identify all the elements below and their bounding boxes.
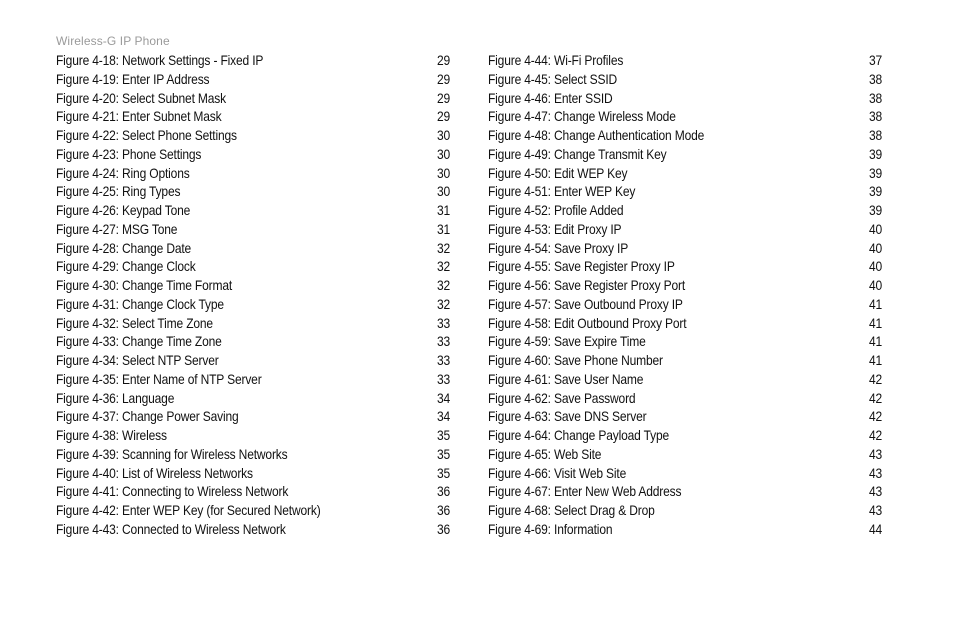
figure-list-entry[interactable] — [56, 89, 450, 108]
figure-title: Figure 4-26: Keypad Tone — [56, 202, 191, 218]
figure-title: Figure 4-66: Visit Web Site — [488, 464, 627, 481]
figure-list-entry[interactable] — [488, 145, 882, 164]
figure-page-number: 33 — [436, 352, 450, 368]
figure-page-number: 31 — [436, 202, 450, 218]
figure-page-number: 39 — [868, 164, 882, 181]
figure-list-entry[interactable] — [56, 126, 450, 145]
figure-page-number: 38 — [868, 89, 882, 106]
figure-page-number: 40 — [868, 239, 882, 256]
figure-page-number: 36 — [436, 502, 450, 518]
figure-page-number: 41 — [868, 333, 882, 350]
figure-list-entry[interactable] — [488, 464, 882, 483]
figure-page-number: 30 — [436, 145, 450, 162]
figure-title: Figure 4-59: Save Expire Time — [488, 333, 646, 350]
figure-list-entry[interactable] — [488, 407, 882, 426]
figure-title: Figure 4-32: Select Time Zone — [56, 314, 213, 331]
figure-list-entry[interactable] — [488, 332, 882, 351]
figure-page-number: 33 — [436, 333, 450, 350]
figure-page-number: 38 — [868, 127, 882, 143]
figure-title: Figure 4-40: List of Wireless Networks — [56, 464, 253, 481]
figure-title: Figure 4-47: Change Wireless Mode — [488, 108, 676, 125]
figure-title: Figure 4-62: Save Password — [488, 389, 636, 406]
figure-page-number: 30 — [436, 164, 450, 181]
figure-list-entry[interactable] — [56, 145, 450, 164]
figure-list-entry[interactable] — [56, 351, 450, 370]
figure-title: Figure 4-30: Change Time Format — [56, 277, 233, 293]
figure-list-entry[interactable] — [56, 482, 450, 501]
page-header: Wireless-G IP Phone — [56, 34, 170, 48]
figure-list-left — [56, 51, 450, 539]
figure-page-number: 30 — [436, 127, 450, 143]
figure-list-entry[interactable] — [56, 164, 450, 183]
figure-title: Figure 4-60: Save Phone Number — [488, 352, 663, 368]
figure-list-entry[interactable] — [488, 126, 882, 145]
figure-title: Figure 4-20: Select Subnet Mask — [56, 89, 227, 106]
figure-list-entry[interactable] — [56, 182, 450, 201]
figure-title: Figure 4-50: Edit WEP Key — [488, 164, 628, 181]
figure-list-entry[interactable] — [56, 107, 450, 126]
figure-list-entry[interactable] — [488, 182, 882, 201]
figure-page-number: 30 — [436, 183, 450, 200]
figure-title: Figure 4-64: Change Payload Type — [488, 427, 670, 443]
figure-list-entry[interactable] — [56, 70, 450, 89]
figure-title: Figure 4-51: Enter WEP Key — [488, 183, 636, 200]
figure-title: Figure 4-53: Edit Proxy IP — [488, 220, 622, 237]
figure-page-number: 29 — [436, 70, 450, 87]
figure-title: Figure 4-23: Phone Settings — [56, 145, 202, 162]
figure-list-entry[interactable] — [56, 51, 450, 70]
figure-page-number: 42 — [868, 370, 882, 387]
figure-page-number: 29 — [436, 52, 450, 68]
figure-title: Figure 4-69: Information — [488, 520, 613, 537]
figure-list-entry[interactable] — [488, 314, 882, 333]
figure-list-entry[interactable] — [488, 257, 882, 276]
figure-page-number: 40 — [868, 220, 882, 237]
figure-title: Figure 4-48: Change Authentication Mode — [488, 127, 705, 143]
figure-list-entry[interactable] — [56, 370, 450, 389]
figure-title: Figure 4-31: Change Clock Type — [56, 295, 224, 312]
figure-title: Figure 4-49: Change Transmit Key — [488, 145, 667, 162]
figure-page-number: 40 — [868, 277, 882, 293]
figure-list-entry[interactable] — [488, 482, 882, 501]
figure-list-entry[interactable] — [56, 464, 450, 483]
figure-list-entry[interactable] — [488, 239, 882, 258]
figure-page-number: 33 — [436, 370, 450, 387]
figure-list-entry[interactable] — [488, 220, 882, 239]
figure-title: Figure 4-25: Ring Types — [56, 183, 181, 200]
figure-title: Figure 4-21: Enter Subnet Mask — [56, 108, 222, 125]
figure-list-entry[interactable] — [56, 407, 450, 426]
figure-page-number: 39 — [868, 145, 882, 162]
figure-title: Figure 4-63: Save DNS Server — [488, 408, 647, 425]
figure-list-entry[interactable] — [488, 295, 882, 314]
figure-title: Figure 4-54: Save Proxy IP — [488, 239, 629, 256]
figure-list-entry[interactable] — [488, 445, 882, 464]
figure-page-number: 29 — [436, 89, 450, 106]
figure-title: Figure 4-22: Select Phone Settings — [56, 127, 237, 143]
figure-page-number: 42 — [868, 427, 882, 443]
figure-list-entry[interactable] — [488, 164, 882, 183]
figure-title: Figure 4-46: Enter SSID — [488, 89, 613, 106]
figure-title: Figure 4-18: Network Settings - Fixed IP — [56, 52, 264, 68]
figure-page-number: 41 — [868, 352, 882, 368]
figure-title: Figure 4-67: Enter New Web Address — [488, 483, 682, 500]
figure-page-number: 37 — [868, 52, 882, 68]
figure-list-entry[interactable] — [488, 51, 882, 70]
figure-list-entry[interactable] — [488, 501, 882, 520]
figure-title: Figure 4-19: Enter IP Address — [56, 70, 210, 87]
figure-list-entry[interactable] — [56, 314, 450, 333]
figure-title: Figure 4-41: Connecting to Wireless Network — [56, 483, 289, 500]
figure-page-number: 39 — [868, 202, 882, 218]
figure-title: Figure 4-42: Enter WEP Key (for Secured Network) — [56, 502, 321, 518]
figure-title: Figure 4-56: Save Register Proxy Port — [488, 277, 686, 293]
figure-page-number: 36 — [436, 520, 450, 537]
figure-page-number: 31 — [436, 220, 450, 237]
figure-title: Figure 4-44: Wi-Fi Profiles — [488, 52, 624, 68]
figure-title: Figure 4-45: Select SSID — [488, 70, 618, 87]
figure-page-number: 34 — [436, 408, 450, 425]
figure-list-entry[interactable] — [56, 520, 450, 539]
figure-page-number: 40 — [868, 258, 882, 275]
figure-title: Figure 4-28: Change Date — [56, 239, 192, 256]
figure-page-number: 39 — [868, 183, 882, 200]
figure-title: Figure 4-37: Change Power Saving — [56, 408, 239, 425]
figure-list-entry[interactable] — [56, 201, 450, 220]
figure-page-number: 42 — [868, 389, 882, 406]
figure-title: Figure 4-61: Save User Name — [488, 370, 644, 387]
figure-title: Figure 4-65: Web Site — [488, 445, 602, 462]
figure-list-entry[interactable] — [56, 257, 450, 276]
figure-list-entry[interactable] — [56, 276, 450, 295]
figure-title: Figure 4-35: Enter Name of NTP Server — [56, 370, 262, 387]
figure-list-entry[interactable] — [56, 332, 450, 351]
figure-page-number: 44 — [868, 520, 882, 537]
figure-list-entry[interactable] — [488, 520, 882, 539]
figure-page-number: 43 — [868, 464, 882, 481]
figure-list-entry[interactable] — [488, 107, 882, 126]
figure-list-entry[interactable] — [488, 426, 882, 445]
figure-page-number: 32 — [436, 258, 450, 275]
figure-page-number: 35 — [436, 464, 450, 481]
figure-title: Figure 4-39: Scanning for Wireless Networks — [56, 445, 288, 462]
figure-page-number: 41 — [868, 314, 882, 331]
figure-page-number: 35 — [436, 445, 450, 462]
figure-title: Figure 4-33: Change Time Zone — [56, 333, 222, 350]
figure-page-number: 43 — [868, 445, 882, 462]
figure-list-right — [488, 51, 882, 539]
figure-list-entry[interactable] — [56, 220, 450, 239]
figure-list-entry[interactable] — [56, 295, 450, 314]
figure-list-entry[interactable] — [488, 276, 882, 295]
figure-title: Figure 4-43: Connected to Wireless Network — [56, 520, 286, 537]
figure-list-entry[interactable] — [488, 89, 882, 108]
figure-title: Figure 4-55: Save Register Proxy IP — [488, 258, 675, 275]
figure-title: Figure 4-29: Change Clock — [56, 258, 196, 275]
figure-title: Figure 4-36: Language — [56, 389, 175, 406]
figure-page-number: 32 — [436, 239, 450, 256]
figure-page-number: 32 — [436, 295, 450, 312]
figure-page-number: 43 — [868, 483, 882, 500]
figure-title: Figure 4-57: Save Outbound Proxy IP — [488, 295, 683, 312]
figure-title: Figure 4-58: Edit Outbound Proxy Port — [488, 314, 687, 331]
figure-page-number: 43 — [868, 502, 882, 518]
figure-list-entry[interactable] — [56, 445, 450, 464]
figure-list-entry[interactable] — [56, 239, 450, 258]
figure-page-number: 41 — [868, 295, 882, 312]
figure-page-number: 32 — [436, 277, 450, 293]
figure-page-number: 35 — [436, 427, 450, 443]
figure-title: Figure 4-38: Wireless — [56, 427, 167, 443]
figure-title: Figure 4-27: MSG Tone — [56, 220, 178, 237]
figure-title: Figure 4-68: Select Drag & Drop — [488, 502, 655, 518]
figure-title: Figure 4-24: Ring Options — [56, 164, 190, 181]
figure-title: Figure 4-34: Select NTP Server — [56, 352, 219, 368]
figure-list-entry[interactable] — [488, 351, 882, 370]
figure-page-number: 38 — [868, 108, 882, 125]
figure-list-entry[interactable] — [488, 389, 882, 408]
figure-list-entry[interactable] — [488, 201, 882, 220]
figure-page-number: 42 — [868, 408, 882, 425]
figure-list-entry[interactable] — [56, 389, 450, 408]
figure-page-number: 34 — [436, 389, 450, 406]
figure-page-number: 38 — [868, 70, 882, 87]
figure-title: Figure 4-52: Profile Added — [488, 202, 624, 218]
figure-page-number: 33 — [436, 314, 450, 331]
figure-page-number: 36 — [436, 483, 450, 500]
figure-list-entry[interactable] — [488, 370, 882, 389]
figure-page-number: 29 — [436, 108, 450, 125]
figure-list-entry[interactable] — [56, 426, 450, 445]
figure-list-entry[interactable] — [488, 70, 882, 89]
figure-list-entry[interactable] — [56, 501, 450, 520]
